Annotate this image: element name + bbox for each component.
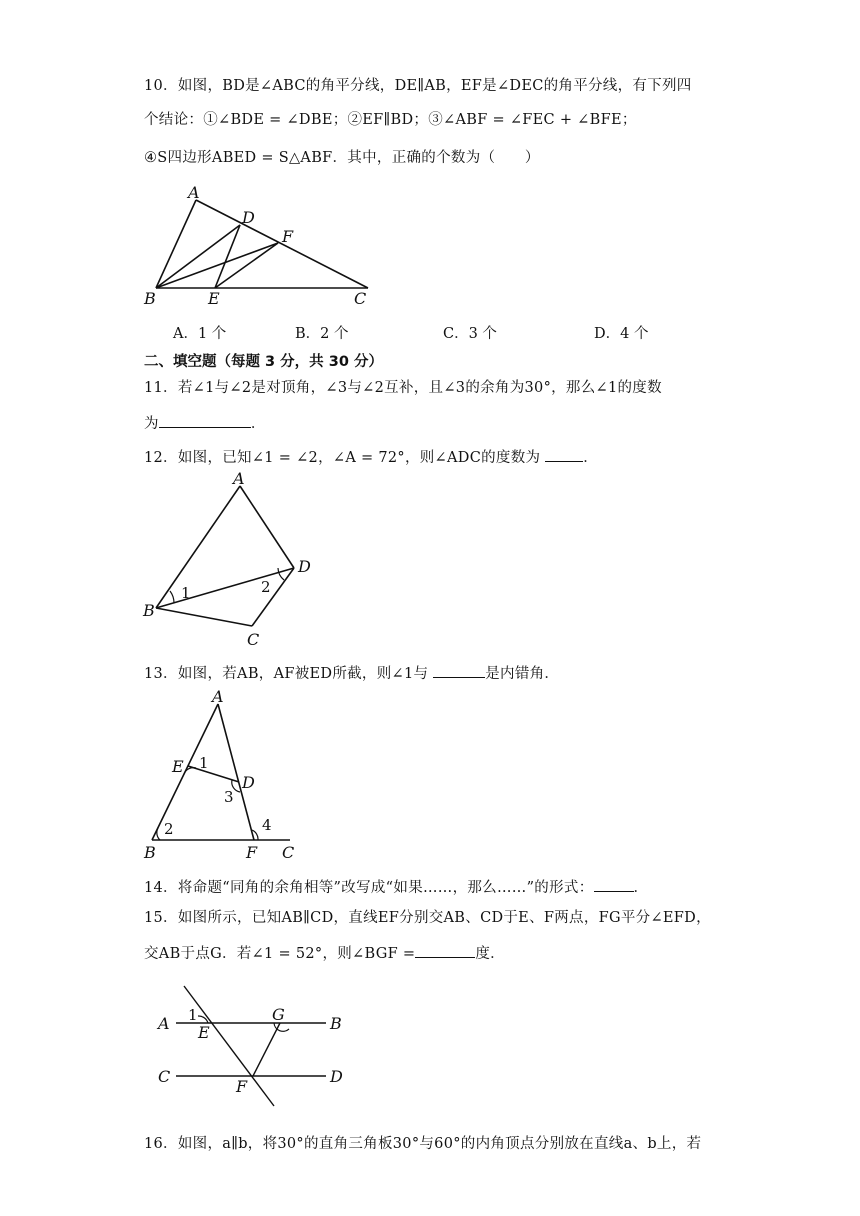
q10-label-B: B — [144, 289, 156, 307]
q10-line2: 个结论：①∠BDE = ∠DBE；②EF∥BD；③∠ABF = ∠FEC + ∠BFE； — [144, 112, 637, 128]
q12-label-D: D — [298, 557, 311, 576]
q10-figure — [140, 182, 380, 307]
q15-label-F: F — [236, 1077, 248, 1096]
q15-label-C: C — [158, 1067, 171, 1086]
q15-answer-blank[interactable] — [415, 943, 475, 958]
q10-label-F: F — [282, 227, 294, 246]
q15-suffix: 度． — [475, 946, 505, 962]
q12-answer-blank[interactable] — [545, 447, 583, 462]
q11-suffix: ． — [250, 416, 266, 432]
q10-line3: ④S四边形ABED = S△ABF．其中，正确的个数为（ ） — [144, 150, 540, 166]
q13-label-B: B — [144, 843, 156, 862]
q12-text — [144, 446, 598, 467]
q11-line1: 11．若∠1与∠2是对顶角，∠3与∠2互补，且∠3的余角为30°，那么∠1的度数 — [144, 380, 662, 396]
q12-label-C: C — [247, 630, 260, 649]
q12-angle-1: 1 — [181, 584, 191, 602]
q10-label-C: C — [354, 289, 367, 307]
q10-label-A: A — [188, 183, 200, 202]
q13-label-C: C — [282, 843, 295, 862]
q13-label-E: E — [172, 757, 184, 776]
q10-label-E: E — [208, 289, 220, 307]
q15-line1: 15．如图所示，已知AB∥CD，直线EF分别交AB、CD于E、F两点，FG平分∠EFD， — [144, 910, 711, 926]
q15-label-A: A — [158, 1014, 170, 1033]
q12-question: 12．如图，已知∠1 = ∠2，∠A = 72°，则∠ADC的度数为 — [144, 450, 541, 466]
q13-label-F: F — [246, 843, 258, 862]
q11-line2 — [144, 412, 266, 433]
q13-angle-2: 2 — [164, 820, 174, 838]
q10-option-d: D．4 个 — [594, 326, 649, 342]
q13-angle-3: 3 — [224, 788, 234, 806]
q10-option-a: A．1 个 — [173, 326, 227, 342]
q12-label-A: A — [233, 470, 245, 488]
q12-suffix: ． — [583, 450, 599, 466]
q13-label-D: D — [242, 773, 255, 792]
q15-figure — [150, 980, 360, 1110]
q14-answer-blank[interactable] — [594, 877, 634, 892]
q13-text — [144, 662, 559, 683]
q13-angle-1: 1 — [199, 754, 209, 772]
q11-answer-blank[interactable] — [159, 413, 251, 428]
q10-option-c: C．3 个 — [443, 326, 497, 342]
q15-angle-1: 1 — [188, 1006, 198, 1024]
q15-label-D: D — [330, 1067, 343, 1086]
q15-prefix: 交AB于点G．若∠1 = 52°，则∠BGF = — [144, 946, 416, 962]
q15-label-E: E — [198, 1023, 210, 1042]
q14-question: 14．将命题“同角的余角相等”改写成“如果……，那么……”的形式： — [144, 880, 594, 896]
q14-text — [144, 876, 648, 897]
q12-figure — [138, 470, 338, 650]
q12-angle-2: 2 — [261, 578, 271, 596]
q13-answer-blank[interactable] — [433, 663, 485, 678]
q10-line1: 10．如图，BD是∠ABC的角平分线，DE∥AB，EF是∠DEC的角平分线，有下列四 — [144, 78, 692, 94]
section-heading: 二、填空题（每题 3 分，共 30 分） — [144, 354, 383, 370]
q13-label-A: A — [212, 687, 224, 706]
q10-label-D: D — [242, 208, 255, 227]
q15-label-B: B — [330, 1014, 342, 1033]
q13-suffix: 是内错角． — [485, 666, 560, 682]
q13-figure — [140, 686, 300, 866]
q11-prefix: 为 — [144, 416, 159, 432]
q12-label-B: B — [143, 601, 155, 620]
q16-line1: 16．如图，a∥b，将30°的直角三角板30°与60°的内角顶点分别放在直线a、b上，若 — [144, 1136, 702, 1152]
q14-suffix: ． — [633, 880, 649, 896]
q15-label-G: G — [272, 1005, 285, 1024]
q13-angle-4: 4 — [262, 816, 272, 834]
q10-option-b: B．2 个 — [295, 326, 349, 342]
q15-line2 — [144, 942, 505, 963]
q13-question: 13．如图，若AB，AF被ED所截，则∠1与 — [144, 666, 429, 682]
